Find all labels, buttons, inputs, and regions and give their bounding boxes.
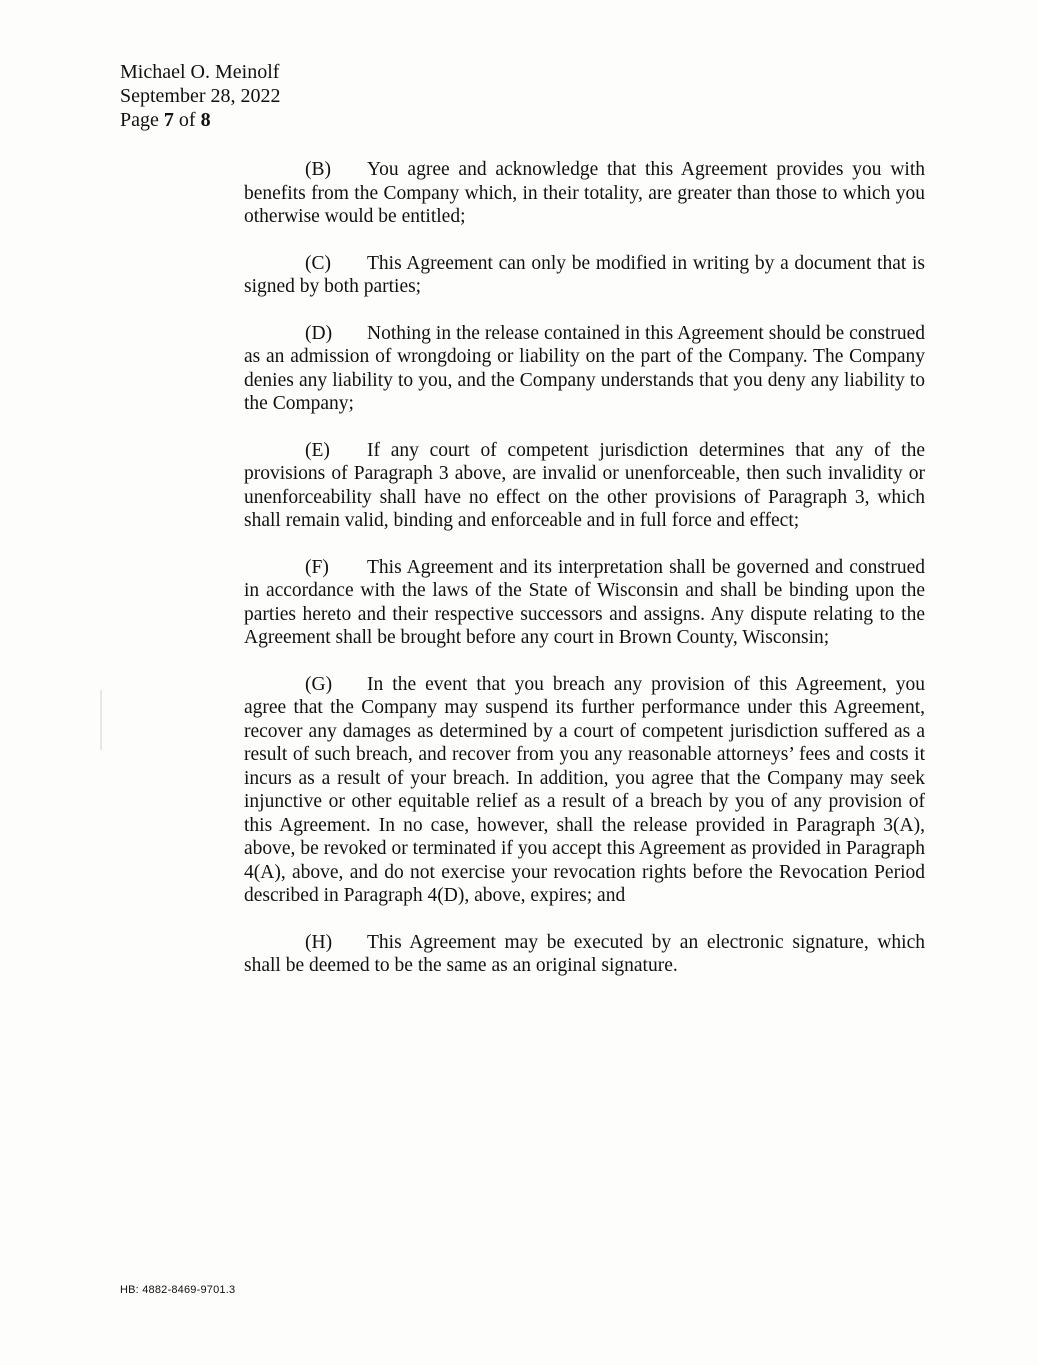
letter-header [120, 60, 281, 132]
page-prefix: Page [120, 109, 164, 131]
document-id-footer: HB: 4882-8469-9701.3 [120, 1284, 236, 1296]
page-current: 7 [163, 109, 174, 131]
clause-label: (C) [305, 252, 331, 274]
clause-b [244, 158, 925, 229]
clause-label: (H) [305, 931, 333, 953]
clause-text: This Agreement may be executed by an electronic signature, which shall be deemed to be the same as an original signature. [244, 931, 925, 976]
page-total: 8 [200, 109, 211, 131]
page-of: of [173, 109, 201, 131]
clause-text: This Agreement can only be modified in writing by a document that is signed by both parties; [244, 252, 925, 297]
clause-text: In the event that you breach any provision of this Agreement, you agree that the Company may suspend its further performance under this Agreement, recover any damages as determined by a court of competent jurisdiction suffered as a result of such breach, and recover from you any reasonable attorneys’ fees and costs it incurs as a result of your breach. In addition, you agree that the Company may seek injunctive or other equitable relief as a result of a breach by you of any provision of this Agreement. In no case, however, shall the release provided in Paragraph 3(A), above, be revoked or terminated if you accept this Agreement as provided in Paragraph 4(A), above, and do not exercise your revocation rights before the Revocation Period described in Paragraph 4(D), above, expires; and [244, 673, 925, 906]
clause-label: (B) [305, 159, 331, 180]
clause-f [244, 556, 925, 650]
clause-text: If any court of competent jurisdiction determines that any of the provisions of Paragraph 3 above, are invalid or unenforceable, then such invalidity or unenforceability shall have no effect on the other provisions of Paragraph 3, which shall remain valid, binding and enforceable and in full force and effect; [244, 439, 925, 531]
clause-g [244, 673, 925, 908]
page-number [120, 108, 281, 132]
clause-label: (E) [305, 439, 330, 461]
scan-artifact [100, 690, 102, 750]
clause-d [244, 322, 925, 416]
clause-c [244, 252, 925, 299]
clause-text: This Agreement and its interpretation shall be governed and construed in accordance with the laws of the State of Wisconsin and shall be binding upon the parties hereto and their respective successors and assigns. Any dispute relating to the Agreement shall be brought before any court in Brown County, Wisconsin; [244, 556, 925, 648]
letter-date: September 28, 2022 [120, 85, 281, 107]
clause-label: (D) [305, 322, 333, 344]
recipient-name: Michael O. Meinolf [120, 61, 280, 83]
clause-h [244, 931, 925, 978]
clause-text: You agree and acknowledge that this Agreement provides you with benefits from the Company which, in their totality, are greater than those to which you otherwise would be entitled; [244, 159, 925, 227]
agreement-body [244, 158, 925, 1001]
clause-text: Nothing in the release contained in this Agreement should be construed as an admission of wrongdoing or liability on the part of the Company. The Company denies any liability to you, and the Company understands that you deny any liability to the Company; [244, 322, 925, 414]
clause-label: (F) [305, 556, 329, 578]
clause-label: (G) [305, 673, 333, 695]
clause-e [244, 439, 925, 533]
